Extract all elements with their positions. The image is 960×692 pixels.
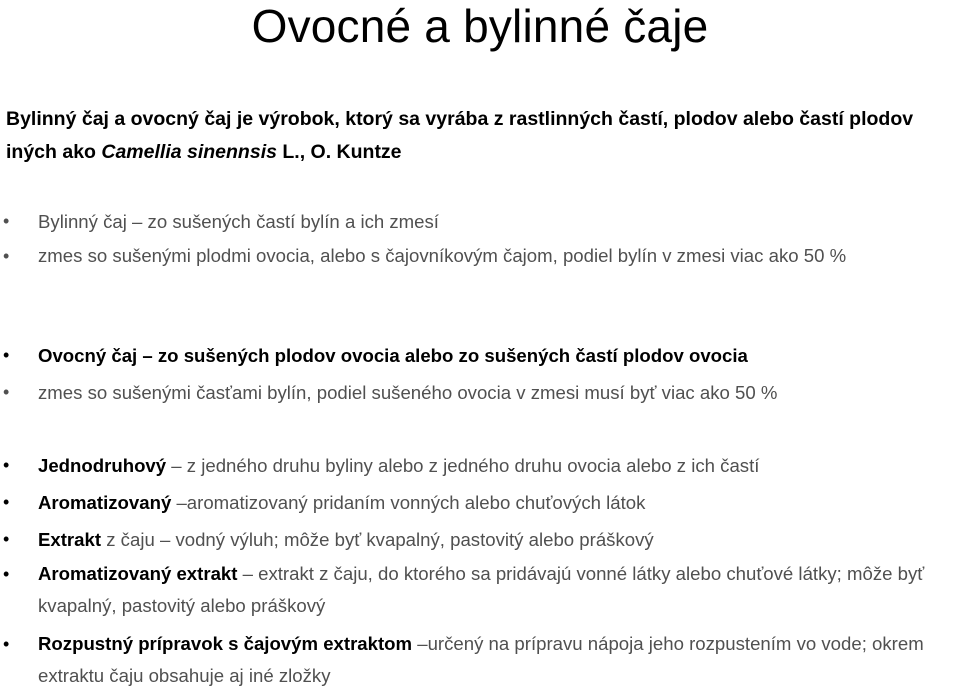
bullet-icon: • <box>3 634 10 654</box>
bullet-icon: • <box>3 382 10 402</box>
term-instant-preparation-text: –určený na prípravu nápoja jeho rozpustením vo vode; okrem extraktu čaju obsahuje aj iné zložky <box>38 633 924 686</box>
term-flavored: Aromatizovaný <box>38 492 172 513</box>
term-flavored-extract: Aromatizovaný extrakt <box>38 563 238 584</box>
intro-species-name: Camellia sinennsis <box>101 141 277 163</box>
fruit-tea-mix-text: zmes so sušenými časťami bylín, podiel sušeného ovocia v zmesi musí byť viac ako 50 % <box>38 382 778 403</box>
term-single-type-text: – z jedného druhu byliny alebo z jedného druhu ovocia alebo z ich častí <box>166 455 760 476</box>
intro-text-part1: Bylinný čaj a ovocný čaj je výrobok, ktorý sa vyrába z rastlinných častí, plodov alebo častí plodov iných ako <box>6 108 914 163</box>
fruit-tea-definition: Ovocný čaj – zo sušených plodov ovocia alebo zo sušených častí plodov ovocia <box>38 345 748 366</box>
term-extract-text: z čaju – vodný výluh; môže byť kvapalný, pastovitý alebo práškový <box>101 529 654 550</box>
bullet-icon: • <box>3 211 10 231</box>
bullet-icon: • <box>3 455 10 475</box>
term-instant-preparation: Rozpustný prípravok s čajovým extraktom <box>38 633 413 654</box>
term-flavored-extract-text: – extrakt z čaju, do ktorého sa pridávajú vonné látky alebo chuťové látky; môže byť kvapalný, pastovitý alebo práškový <box>38 563 925 616</box>
term-flavored-text: –aromatizovaný pridaním vonných alebo chuťových látok <box>171 492 646 513</box>
herbal-tea-mix-text: zmes so sušenými plodmi ovocia, alebo s čajovníkovým čajom, podiel bylín v zmesi viac ako 50 % <box>38 245 847 266</box>
page-title: Ovocné a bylinné čaje <box>251 0 709 52</box>
list-item <box>0 447 958 484</box>
bullet-icon: • <box>3 564 10 584</box>
list-item <box>0 628 958 692</box>
bullet-icon: • <box>3 246 10 266</box>
intro-paragraph <box>6 103 936 169</box>
term-extract: Extrakt <box>38 529 102 550</box>
list-item <box>0 521 958 558</box>
herbal-tea-list <box>0 203 958 272</box>
fruit-tea-list <box>0 337 958 411</box>
tea-types-list <box>0 447 958 692</box>
list-item <box>0 337 958 374</box>
herbal-tea-definition: Bylinný čaj – zo sušených častí bylín a ich zmesí <box>38 211 439 232</box>
bullet-icon: • <box>3 529 10 549</box>
list-item <box>0 374 958 411</box>
list-item <box>0 484 958 521</box>
bullet-icon: • <box>3 492 10 512</box>
term-single-type: Jednodruhový <box>38 455 167 476</box>
bullet-icon: • <box>3 345 10 365</box>
list-item <box>0 558 958 622</box>
list-item <box>0 203 958 240</box>
intro-text-part2: L., O. Kuntze <box>276 141 402 163</box>
list-item <box>0 240 958 272</box>
